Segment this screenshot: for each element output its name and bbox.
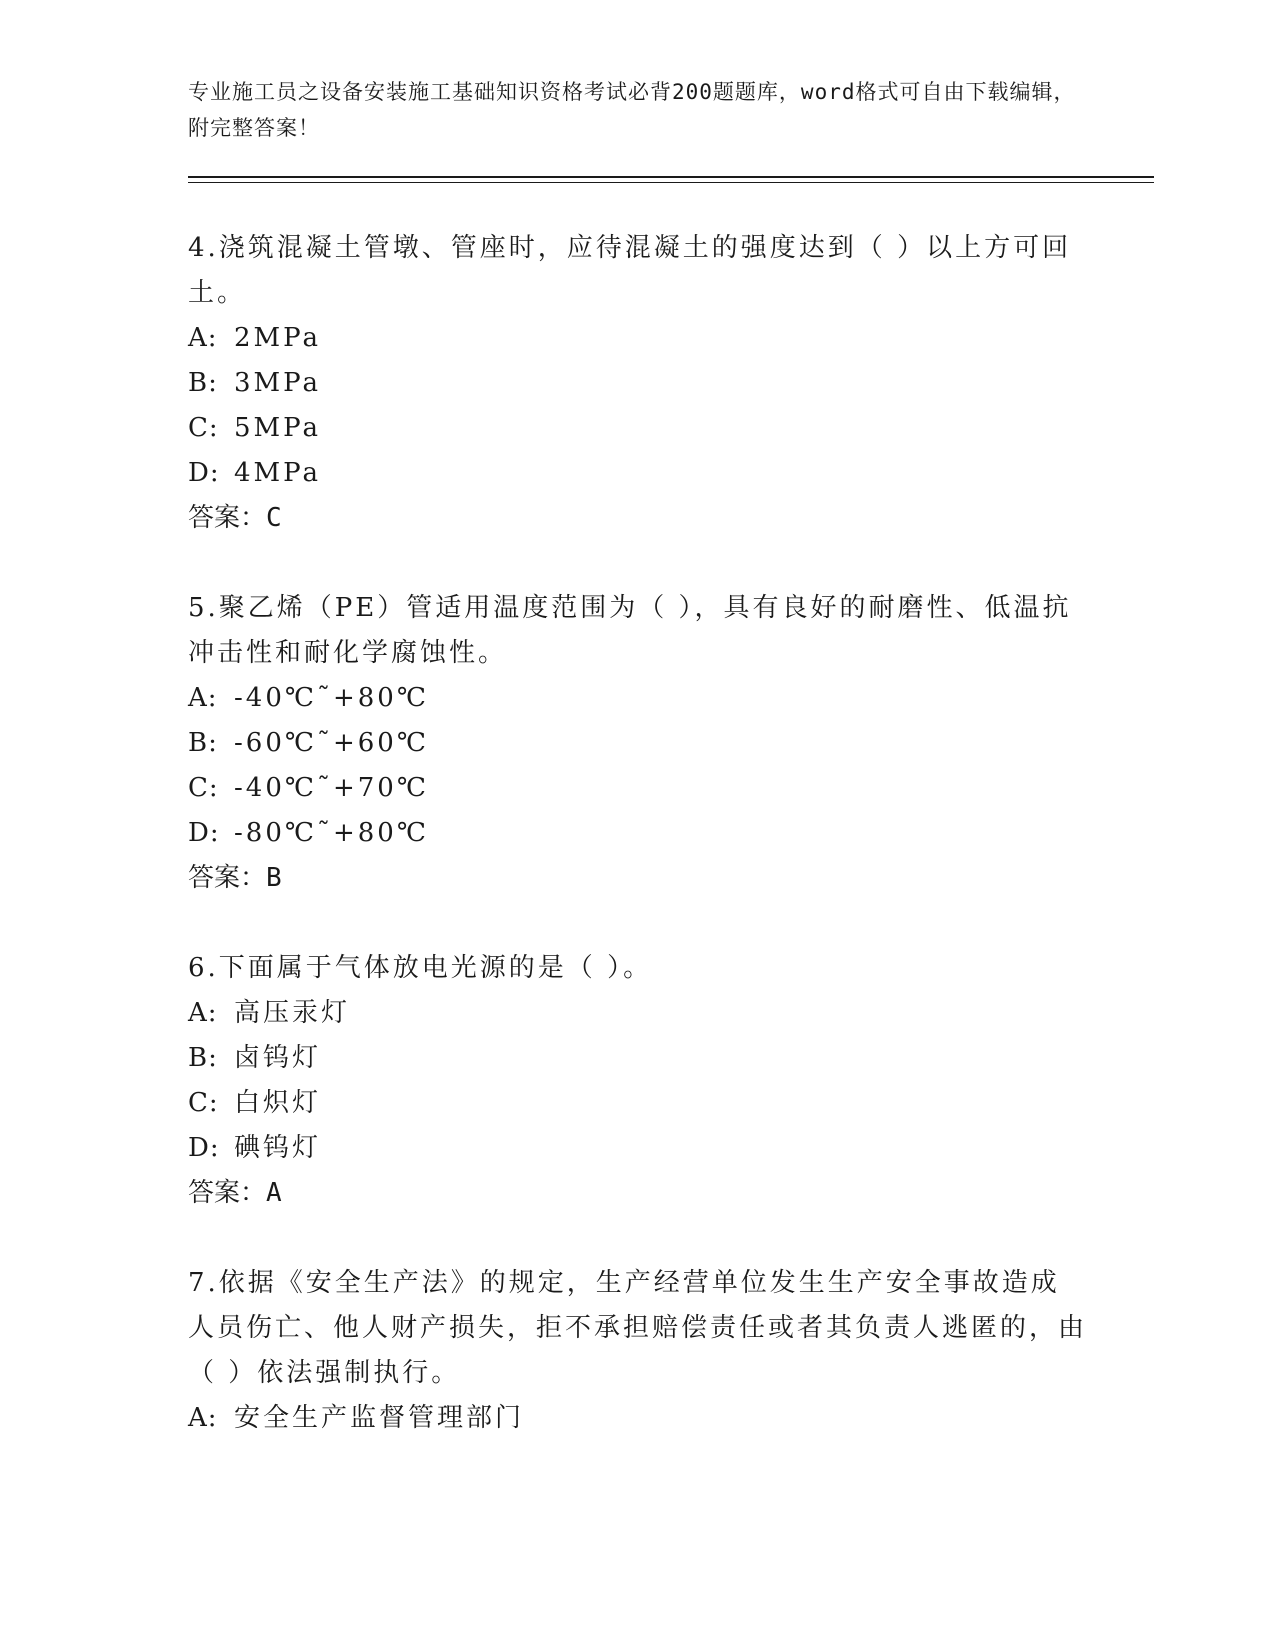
option-b [188,1036,1088,1081]
answer: 答案：B [188,863,282,893]
option-letter: D: [188,818,220,848]
option-a [188,676,1088,721]
option-text: 2MPa [234,323,321,353]
option-letter: A: [188,683,218,713]
option-text: 碘钨灯 [234,1133,322,1163]
option-letter: C: [188,1088,219,1118]
answer: 答案：C [188,503,282,533]
option-text: 安全生产监督管理部门 [234,1403,525,1433]
header-divider-thick [188,176,1154,178]
option-letter: A: [188,998,218,1028]
question-4 [188,226,1088,541]
option-c [188,406,1088,451]
option-d [188,811,1088,856]
option-b [188,361,1088,406]
option-c [188,766,1088,811]
document-header: 专业施工员之设备安装施工基础知识资格考试必背200题题库，word格式可自由下载编辑，附完整答案！ [188,80,1076,140]
option-text: -80℃˜+80℃ [234,818,429,848]
question-6 [188,946,1088,1216]
option-text: 白炽灯 [234,1088,322,1118]
question-stem: 7.依据《安全生产法》的规定，生产经营单位发生生产安全事故造成人员伤亡、他人财产损失，拒不承担赔偿责任或者其负责人逃匿的，由（ ）依法强制执行。 [188,1268,1088,1388]
option-d [188,451,1088,496]
question-stem: 4.浇筑混凝土管墩、管座时，应待混凝土的强度达到（ ）以上方可回土。 [188,233,1072,308]
option-letter: A: [188,1403,218,1433]
option-text: -40℃˜+80℃ [234,683,429,713]
question-7 [188,1261,1088,1441]
option-a [188,316,1088,361]
option-a [188,1396,1088,1441]
option-letter: D: [188,1133,220,1163]
option-text: 5MPa [234,413,321,443]
header-divider-thin [188,182,1154,183]
answer: 答案：A [188,1178,282,1208]
option-letter: B: [188,1043,218,1073]
option-text: 高压汞灯 [234,998,351,1028]
option-letter: B: [188,368,218,398]
option-c [188,1081,1088,1126]
option-letter: D: [188,458,220,488]
option-text: 4MPa [234,458,321,488]
option-text: 3MPa [234,368,321,398]
option-letter: B: [188,728,218,758]
option-a [188,991,1088,1036]
option-text: -60℃˜+60℃ [234,728,429,758]
option-text: -40℃˜+70℃ [234,773,429,803]
option-letter: A: [188,323,218,353]
option-b [188,721,1088,766]
question-stem: 6.下面属于气体放电光源的是（ ）。 [188,953,653,983]
option-text: 卤钨灯 [234,1043,322,1073]
option-letter: C: [188,773,219,803]
option-d [188,1126,1088,1171]
option-letter: C: [188,413,219,443]
question-stem: 5.聚乙烯（PE）管适用温度范围为（ ），具有良好的耐磨性、低温抗冲击性和耐化学腐蚀性。 [188,593,1072,668]
question-5 [188,586,1088,901]
